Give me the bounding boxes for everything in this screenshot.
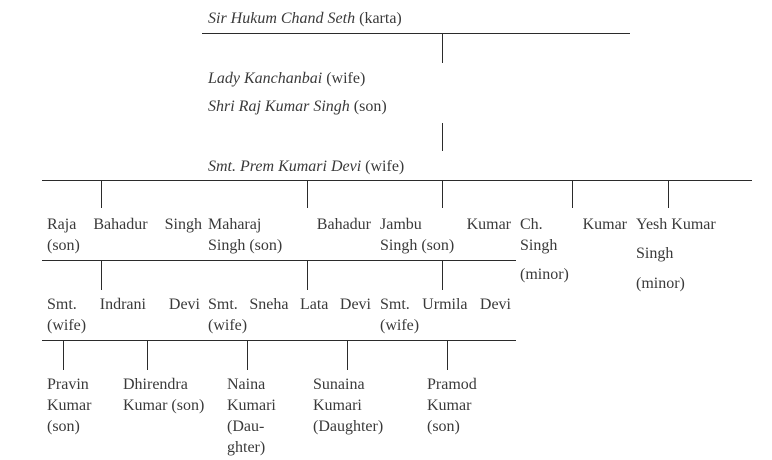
wife-role-line: (wife): [47, 317, 87, 334]
son-status-line: (minor): [520, 266, 569, 283]
wife-role-line: (wife): [380, 317, 420, 334]
connector-line: [442, 260, 443, 290]
son-node: [47, 214, 202, 256]
connector-line: [347, 340, 348, 370]
connector-line: [202, 33, 630, 34]
karta-name: Sir Hukum Chand Seth: [208, 10, 356, 27]
connector-line: [101, 260, 102, 290]
wife-2-role: (wife): [365, 158, 405, 175]
wife-2-node: [208, 156, 404, 177]
connector-line: [668, 180, 669, 208]
child-role-line: (Dau-: [227, 418, 265, 435]
child-name-line: Pravin: [47, 376, 89, 393]
child-node: [313, 374, 383, 437]
child-node: [123, 374, 204, 416]
child-name-line: Sunaina: [313, 376, 365, 393]
connector-line: [101, 180, 102, 208]
child-name-line: Kumar (son): [123, 397, 205, 414]
connector-line: [442, 123, 443, 151]
son-name-line: Jambu Kumar: [380, 216, 511, 233]
wife-1-name: Lady Kanchanbai: [208, 70, 323, 87]
connector-line: [42, 180, 752, 181]
wife-role-line: (wife): [208, 317, 248, 334]
son-status-line: (minor): [636, 275, 685, 292]
son-1-role: (son): [353, 98, 387, 115]
wife-node: [47, 294, 200, 336]
son-name-line: Yesh Kumar: [636, 216, 716, 233]
child-name-line: Kumari: [227, 397, 276, 414]
wife-2-name: Smt. Prem Kumari Devi: [208, 158, 362, 175]
child-role-line: (Daughter): [313, 418, 384, 435]
child-node: [227, 374, 276, 458]
connector-line: [307, 260, 308, 290]
child-name-line: Kumari: [313, 397, 362, 414]
son-role-line: Singh (son): [380, 237, 455, 254]
wife-name-line: Smt. Indrani Devi: [47, 296, 200, 313]
son-1-name: Shri Raj Kumar Singh: [208, 98, 350, 115]
son-name-line: Raja Bahadur Singh: [47, 216, 202, 233]
connector-line: [447, 340, 448, 370]
connector-line: [247, 340, 248, 370]
child-role-line: (son): [47, 418, 80, 435]
child-node: [427, 374, 477, 437]
wife-1-node: [208, 68, 365, 89]
child-name-line: Kumar: [47, 397, 92, 414]
son-1-node: [208, 96, 387, 117]
wife-name-line: Smt. Urmila Devi: [380, 296, 511, 313]
wife-node: [380, 294, 511, 336]
child-node: [47, 374, 91, 437]
connector-line: [147, 340, 148, 370]
karta-node: [208, 8, 402, 29]
son-node: [380, 214, 511, 256]
son-node: [636, 214, 716, 294]
son-role-line: (son): [47, 237, 80, 254]
child-name-line: Kumar: [427, 397, 472, 414]
son-name-line: Singh: [636, 245, 674, 262]
child-name-line: Naina: [227, 376, 266, 393]
wife-node: [208, 294, 371, 336]
child-role-line: ghter): [227, 439, 266, 456]
connector-line: [42, 260, 516, 261]
child-name-line: Dhirendra: [123, 376, 188, 393]
child-role-line: (son): [427, 418, 460, 435]
wife-1-role: (wife): [326, 70, 366, 87]
son-node: [520, 214, 627, 285]
connector-line: [307, 180, 308, 208]
son-name-line: Maharaj Bahadur: [208, 216, 371, 233]
connector-line: [442, 33, 443, 63]
karta-role: (karta): [359, 10, 402, 27]
connector-line: [442, 180, 443, 208]
son-name-line: Ch. Kumar: [520, 216, 627, 233]
son-role-line: Singh (son): [208, 237, 283, 254]
wife-name-line: Smt. Sneha Lata Devi: [208, 296, 371, 313]
connector-line: [42, 340, 516, 341]
connector-line: [572, 180, 573, 208]
connector-line: [63, 340, 64, 370]
child-name-line: Pramod: [427, 376, 477, 393]
son-node: [208, 214, 371, 256]
son-name-line: Singh: [520, 237, 558, 254]
